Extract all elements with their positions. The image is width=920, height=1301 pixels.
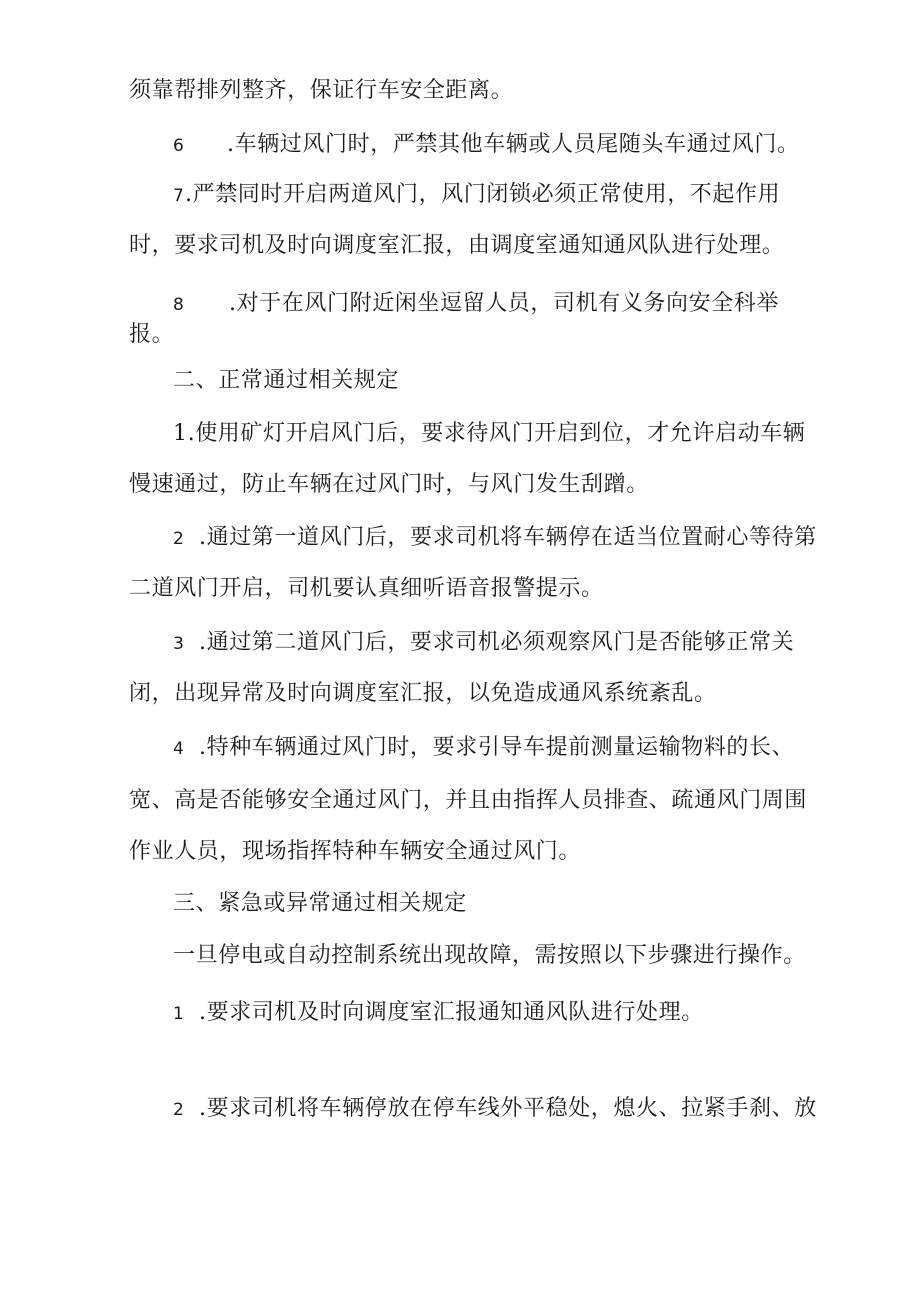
text-line [173,941,806,971]
line-text: .特种车辆通过风门时，要求引导车提前测量运输物料的长、 [199,735,795,760]
list-item [173,628,794,659]
line-text: 时，要求司机及时向调度室汇报，由调度室通知通风队进行处理。 [129,233,785,258]
line-text: 报。 [129,322,175,347]
line-text: 须靠帮排列整齐，保证行车安全距离。 [129,78,514,103]
text-line [129,231,784,261]
item-number: 8 [173,295,185,315]
text-line [129,837,581,867]
line-text: .通过第一道风门后，要求司机将车辆停在适当位置耐心等待第 [199,525,817,550]
list-item [173,180,780,211]
line-text: 宽、高是否能够安全通过风门，并且由指挥人员排查、疏通风门周围 [129,788,808,813]
line-text: 二、正常通过相关规定 [173,368,400,393]
text-line [129,320,174,350]
item-number: 4 [173,739,185,759]
line-text: 一旦停电或自动控制系统出现故障，需按照以下步骤进行操作。 [173,943,806,968]
list-item [173,733,794,764]
text-line [129,470,649,500]
list-item [173,130,800,161]
line-text: .要求司机及时向调度室汇报通知通风队进行处理。 [199,1000,704,1025]
line-text: 三、紧急或异常通过相关规定 [173,891,467,916]
line-text: 二道风门开启，司机要认真细听语音报警提示。 [129,576,604,601]
list-item [173,419,805,449]
line-text: .严禁同时开启两道风门，风门闭锁必须正常使用，不起作用 [185,182,781,207]
item-number: 1 [173,1004,185,1024]
text-line [129,574,604,604]
line-text: .通过第二道风门后，要求司机必须观察风门是否能够正常关 [199,630,795,655]
list-item [173,998,704,1029]
section-heading [173,366,399,396]
item-number: 6 [173,136,185,156]
line-text: 1.使用矿灯开启风门后，要求待风门开启到位，才允许启动车辆 [173,421,806,446]
line-text: 闭，出现异常及时向调度室汇报，以免造成通风系统紊乱。 [129,681,717,706]
item-number: 7 [173,186,185,206]
list-item [173,1094,817,1125]
line-text: 慢速通过，防止车辆在过风门时，与风门发生刮蹭。 [129,472,649,497]
item-number: 2 [173,1100,185,1120]
item-number: 2 [173,529,185,549]
section-heading [173,889,467,919]
list-item [173,523,817,554]
text-line [129,76,513,106]
text-line [129,679,717,709]
line-text: 作业人员，现场指挥特种车辆安全通过风门。 [129,839,582,864]
line-text: .要求司机将车辆停放在停车线外平稳处，熄火、拉紧手刹、放 [199,1096,817,1121]
list-item [173,289,779,320]
text-line [129,786,807,816]
line-text: .对于在风门附近闲坐逗留人员，司机有义务向安全科举 [229,291,779,316]
item-number: 3 [173,634,185,654]
line-text: .车辆过风门时，严禁其他车辆或人员尾随头车通过风门。 [227,132,800,157]
